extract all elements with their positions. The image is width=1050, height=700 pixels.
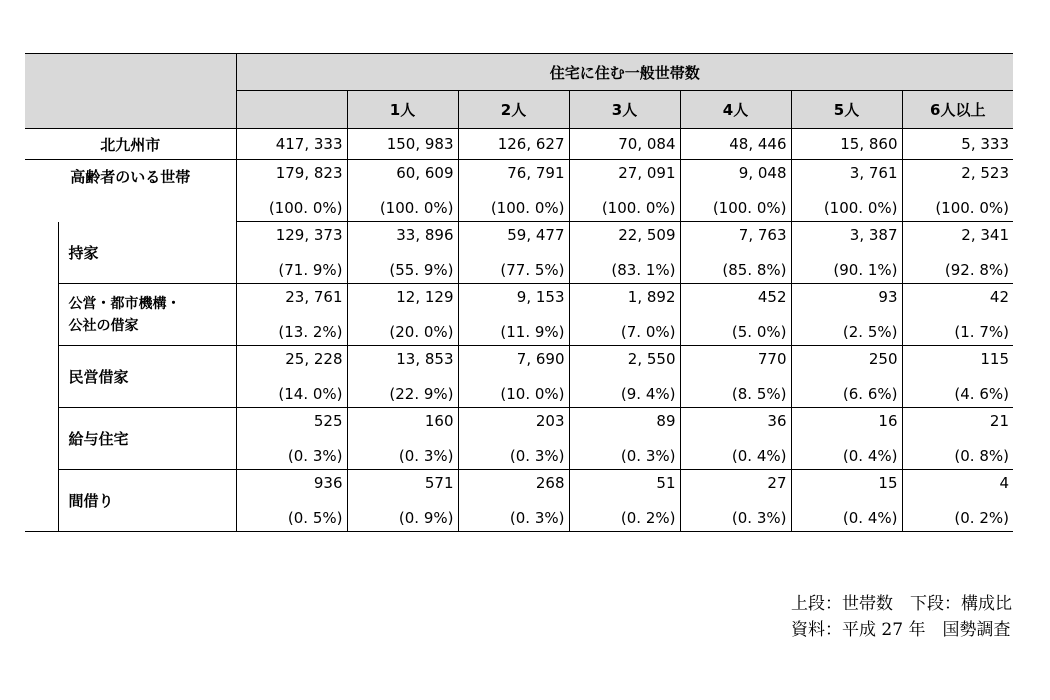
subcategory-value: 93 bbox=[791, 284, 902, 315]
elderly-value: 3, 761 bbox=[791, 160, 902, 191]
subcategory-value: 25, 228 bbox=[236, 346, 347, 377]
subcategory-row-values bbox=[25, 408, 1013, 439]
subcategory-ratio: (83. 1%) bbox=[569, 253, 680, 284]
subcategory-ratio: (0. 4%) bbox=[791, 439, 902, 470]
city-label: 北九州市 bbox=[25, 129, 236, 160]
subcategory-ratio: (5. 0%) bbox=[680, 315, 791, 346]
table-notes bbox=[791, 591, 1012, 643]
city-value: 5, 333 bbox=[902, 129, 1013, 160]
subcategory-ratio: (90. 1%) bbox=[791, 253, 902, 284]
note-legend: 上段：世帯数 下段：構成比 bbox=[791, 594, 1012, 614]
city-value: 15, 860 bbox=[791, 129, 902, 160]
subcategory-value: 23, 761 bbox=[236, 284, 347, 315]
subcategory-value: 4 bbox=[999, 474, 1009, 492]
subcategory-value: 27 bbox=[680, 470, 791, 501]
city-value: 70, 084 bbox=[569, 129, 680, 160]
subcategory-row-values bbox=[25, 284, 1013, 315]
col-header-1: 1人 bbox=[347, 91, 458, 129]
subcategory-row-values bbox=[25, 346, 1013, 377]
elderly-ratio: (100. 0%) bbox=[791, 191, 902, 222]
subcategory-value: 15 bbox=[791, 470, 902, 501]
subcategory-ratio: (0. 2%) bbox=[902, 501, 1013, 532]
subcategory-value: 59, 477 bbox=[458, 222, 569, 253]
subcategory-value: 33, 896 bbox=[347, 222, 458, 253]
subcategory-value: 2, 341 bbox=[961, 226, 1009, 244]
subcategory-value: 268 bbox=[458, 470, 569, 501]
subcategory-value: 571 bbox=[347, 470, 458, 501]
elderly-value: 9, 048 bbox=[680, 160, 791, 191]
elderly-value: 76, 791 bbox=[458, 160, 569, 191]
subcategory-value: 9, 153 bbox=[458, 284, 569, 315]
subcategory-ratio: (55. 9%) bbox=[347, 253, 458, 284]
subcategory-value: 7, 763 bbox=[680, 222, 791, 253]
elderly-ratio: (100. 0%) bbox=[236, 191, 347, 222]
elderly-label: 高齢者のいる世帯 bbox=[25, 160, 236, 222]
subcategory-ratio: (0. 3%) bbox=[680, 501, 791, 532]
subcategory-ratio: (2. 5%) bbox=[791, 315, 902, 346]
subcategory-label bbox=[58, 470, 236, 532]
subcategory-ratio: (0. 8%) bbox=[902, 439, 1013, 470]
city-value: 417, 333 bbox=[236, 129, 347, 160]
elderly-value: 27, 091 bbox=[569, 160, 680, 191]
subcategory-value: 51 bbox=[569, 470, 680, 501]
subcategory-value: 16 bbox=[791, 408, 902, 439]
subcategory-ratio: (0. 9%) bbox=[347, 501, 458, 532]
elderly-value: 60, 609 bbox=[347, 160, 458, 191]
col-header-2: 2人 bbox=[458, 91, 569, 129]
subcategory-value: 21 bbox=[989, 412, 1009, 430]
subcategory-ratio: (0. 3%) bbox=[458, 439, 569, 470]
subcategory-ratio: (6. 6%) bbox=[791, 377, 902, 408]
subcategory-ratio: (22. 9%) bbox=[347, 377, 458, 408]
elderly-ratio: (100. 0%) bbox=[902, 191, 1013, 222]
subcategory-value: 2, 550 bbox=[569, 346, 680, 377]
city-value: 126, 627 bbox=[458, 129, 569, 160]
subcategory-row-values bbox=[25, 222, 1013, 253]
subcategory-ratio: (71. 9%) bbox=[236, 253, 347, 284]
elderly-ratio: (100. 0%) bbox=[347, 191, 458, 222]
table-title: 住宅に住む一般世帯数 bbox=[236, 54, 1013, 91]
subcategory-label-line: 持家 bbox=[68, 243, 99, 262]
subcategory-label bbox=[58, 284, 236, 346]
col-header-4: 4人 bbox=[680, 91, 791, 129]
subcategory-ratio: (14. 0%) bbox=[236, 377, 347, 408]
city-value: 48, 446 bbox=[680, 129, 791, 160]
subcategory-value: 7, 690 bbox=[458, 346, 569, 377]
subcategory-value: 22, 509 bbox=[569, 222, 680, 253]
subcategory-label-line: 公社の借家 bbox=[68, 317, 139, 334]
note-source: 資料：平成 27 年 国勢調査 bbox=[791, 620, 1011, 640]
subcategory-value: 115 bbox=[980, 350, 1009, 368]
subcategory-value: 203 bbox=[458, 408, 569, 439]
elderly-value: 2, 523 bbox=[961, 164, 1009, 182]
elderly-ratio: (100. 0%) bbox=[569, 191, 680, 222]
subcategory-value: 42 bbox=[989, 288, 1009, 306]
subcategory-label-line: 民営借家 bbox=[68, 368, 129, 386]
col-header-total bbox=[236, 91, 347, 129]
col-header-3: 3人 bbox=[569, 91, 680, 129]
subcategory-ratio: (0. 3%) bbox=[458, 501, 569, 532]
subcategory-ratio: (13. 2%) bbox=[236, 315, 347, 346]
subcategory-value: 525 bbox=[236, 408, 347, 439]
subcategory-ratio: (77. 5%) bbox=[458, 253, 569, 284]
subcategory-ratio: (0. 3%) bbox=[569, 439, 680, 470]
subcategory-ratio: (0. 3%) bbox=[347, 439, 458, 470]
subcategory-value: 936 bbox=[236, 470, 347, 501]
subcategory-value: 36 bbox=[680, 408, 791, 439]
city-row bbox=[25, 129, 1013, 160]
subcategory-ratio: (1. 7%) bbox=[902, 315, 1013, 346]
subcategory-ratio: (0. 2%) bbox=[569, 501, 680, 532]
subcategory-label bbox=[58, 408, 236, 470]
subcategory-value: 89 bbox=[569, 408, 680, 439]
subcategory-value: 452 bbox=[680, 284, 791, 315]
elderly-value: 179, 823 bbox=[236, 160, 347, 191]
city-value: 150, 983 bbox=[347, 129, 458, 160]
subcategory-ratio: (0. 5%) bbox=[236, 501, 347, 532]
col-header-6plus: 6人以上 bbox=[902, 91, 1013, 129]
elderly-ratio: (100. 0%) bbox=[458, 191, 569, 222]
subcategory-value: 1, 892 bbox=[569, 284, 680, 315]
subcategory-ratio: (20. 0%) bbox=[347, 315, 458, 346]
subcategory-value: 160 bbox=[347, 408, 458, 439]
elderly-row-values bbox=[25, 160, 1013, 191]
subcategory-ratio: (4. 6%) bbox=[902, 377, 1013, 408]
subcategory-ratio: (10. 0%) bbox=[458, 377, 569, 408]
subcategory-label bbox=[58, 222, 236, 284]
subcategory-value: 250 bbox=[791, 346, 902, 377]
households-table bbox=[25, 53, 1013, 532]
subcategory-ratio: (0. 3%) bbox=[236, 439, 347, 470]
subcategory-ratio: (0. 4%) bbox=[680, 439, 791, 470]
subcategory-ratio: (85. 8%) bbox=[680, 253, 791, 284]
elderly-ratio: (100. 0%) bbox=[680, 191, 791, 222]
subcategory-label bbox=[58, 346, 236, 408]
subcategory-ratio: (92. 8%) bbox=[902, 253, 1013, 284]
subcategory-label-line: 間借り bbox=[68, 492, 114, 510]
subcategory-ratio: (9. 4%) bbox=[569, 377, 680, 408]
header-corner bbox=[25, 54, 236, 129]
subcategory-value: 770 bbox=[680, 346, 791, 377]
subcategory-value: 12, 129 bbox=[347, 284, 458, 315]
col-header-5: 5人 bbox=[791, 91, 902, 129]
indent-cell bbox=[25, 222, 58, 532]
header-row-1 bbox=[25, 54, 1013, 91]
subcategory-label-line: 公営・都市機構・ bbox=[68, 295, 181, 312]
subcategory-label-line: 給与住宅 bbox=[68, 430, 129, 448]
subcategory-value: 129, 373 bbox=[236, 222, 347, 253]
subcategory-row-values bbox=[25, 470, 1013, 501]
subcategory-value: 13, 853 bbox=[347, 346, 458, 377]
subcategory-ratio: (8. 5%) bbox=[680, 377, 791, 408]
subcategory-value: 3, 387 bbox=[791, 222, 902, 253]
subcategory-ratio: (0. 4%) bbox=[791, 501, 902, 532]
subcategory-ratio: (11. 9%) bbox=[458, 315, 569, 346]
subcategory-ratio: (7. 0%) bbox=[569, 315, 680, 346]
